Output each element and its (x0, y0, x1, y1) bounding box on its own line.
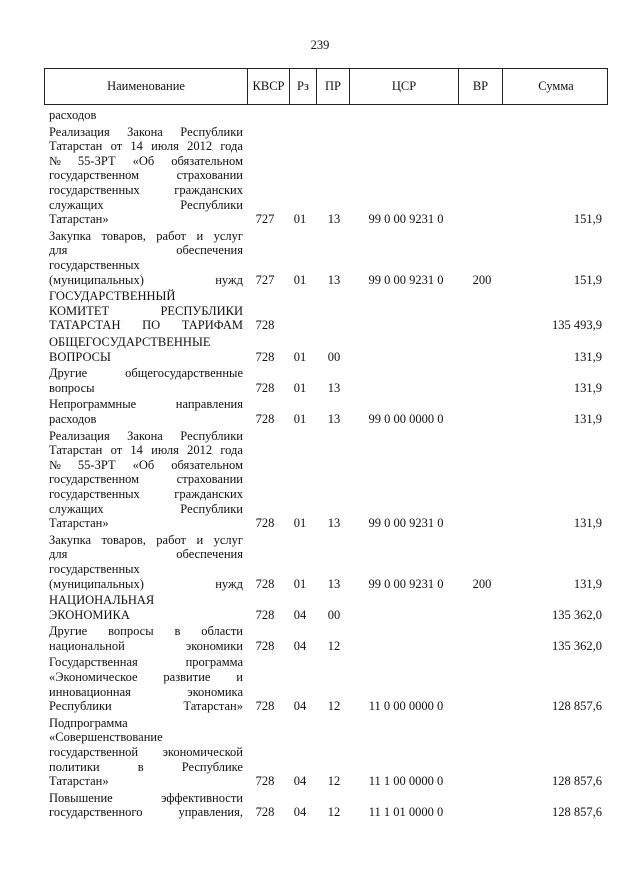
header-pr: ПР (317, 69, 350, 104)
row-name-line: (муниципальных) нужд (49, 576, 243, 591)
cell-rz: 04 (293, 774, 307, 789)
cell-pr: 13 (327, 576, 341, 591)
row-name-line: Закупка товаров, работ и услуг (49, 228, 243, 243)
row-name (49, 335, 243, 364)
row-name-line: национальной экономики (49, 638, 243, 653)
cell-pr: 00 (327, 607, 341, 622)
cell-pr: 12 (327, 638, 341, 653)
cell-rz: 01 (293, 272, 307, 287)
cell-sum: 128 857,6 (552, 774, 602, 789)
row-name (49, 593, 243, 622)
cell-rz: 01 (293, 516, 307, 531)
page-number: 239 (310, 38, 330, 52)
row-name-line: расходов (49, 411, 97, 426)
row-name (49, 229, 243, 287)
row-name-line: ЭКОНОМИКА (49, 607, 130, 622)
cell-pr: 12 (327, 699, 341, 714)
row-name-line: «Совершенствование (49, 730, 163, 745)
table-row (0, 229, 640, 287)
cell-sum: 135 362,0 (552, 607, 602, 622)
cell-pr: 00 (327, 349, 341, 364)
cell-sum: 131,9 (573, 576, 602, 591)
row-name-line: государственном страховании (49, 168, 243, 183)
row-name-line: Татарстан» (49, 212, 109, 227)
row-name (49, 397, 243, 426)
cell-csr: 99 0 00 9231 0 (368, 212, 444, 227)
cell-rz: 01 (293, 380, 307, 395)
cell-sum: 151,9 (573, 212, 602, 227)
cell-sum: 128 857,6 (552, 699, 602, 714)
cell-rz: 01 (293, 212, 307, 227)
cell-sum: 128 857,6 (552, 805, 602, 820)
cell-sum: 131,9 (573, 349, 602, 364)
row-name-line: Татарстан» (49, 516, 109, 531)
row-name (49, 289, 243, 333)
row-name (49, 655, 243, 713)
header-rz: Рз (290, 69, 317, 104)
cell-kvsr: 728 (255, 805, 275, 820)
row-name-line: Подпрограмма (49, 715, 128, 730)
row-name-line: Татарстан от 14 июля 2012 года (49, 443, 243, 458)
row-name (49, 716, 243, 789)
cell-kvsr: 728 (255, 516, 275, 531)
row-name-line: Государственная программа (49, 655, 243, 670)
cell-csr: 11 1 00 0000 0 (368, 774, 444, 789)
row-name-line: вопросы (49, 380, 95, 395)
row-name-line: для обеспечения (49, 243, 243, 258)
table-row (0, 593, 640, 622)
row-name-line: Республики Татарстан» (49, 699, 243, 714)
cell-csr: 11 0 00 0000 0 (368, 699, 444, 714)
cell-kvsr: 728 (255, 576, 275, 591)
cell-pr: 12 (327, 805, 341, 820)
table-row (0, 397, 640, 426)
row-name-line: ВОПРОСЫ (49, 349, 111, 364)
cell-csr: 99 0 00 9231 0 (368, 516, 444, 531)
cell-pr: 13 (327, 212, 341, 227)
cell-pr: 12 (327, 774, 341, 789)
row-name-line: «Экономическое развитие и (49, 670, 243, 685)
row-name-line: государственном страховании (49, 472, 243, 487)
row-name-line: ТАТАРСТАН ПО ТАРИФАМ (49, 318, 243, 333)
cell-kvsr: 728 (255, 411, 275, 426)
row-name-line: ОБЩЕГОСУДАРСТВЕННЫЕ (49, 334, 211, 349)
table-header (44, 68, 608, 105)
row-name-line: политики в Республике (49, 759, 243, 774)
cell-sum: 151,9 (573, 272, 602, 287)
cell-rz: 01 (293, 349, 307, 364)
cell-rz: 04 (293, 607, 307, 622)
table-row (0, 791, 640, 820)
cell-kvsr: 728 (255, 318, 275, 333)
header-kvsr: КВСР (248, 69, 290, 104)
cell-csr: 99 0 00 0000 0 (368, 411, 444, 426)
row-name (49, 108, 243, 123)
row-name-line: Реализация Закона Республики (49, 428, 243, 443)
row-name-line: служащих Республики (49, 501, 243, 516)
cell-rz: 04 (293, 699, 307, 714)
row-name-line: Реализация Закона Республики (49, 124, 243, 139)
row-name-line: расходов (49, 108, 97, 122)
table-row (0, 335, 640, 364)
cell-sum: 135 493,9 (552, 318, 602, 333)
row-name-line: Другие общегосударственные (49, 366, 243, 381)
table-row (0, 429, 640, 531)
row-name-line: № 55-ЗРТ «Об обязательном (49, 153, 243, 168)
cell-kvsr: 728 (255, 699, 275, 714)
cell-pr: 13 (327, 272, 341, 287)
cell-sum: 135 362,0 (552, 638, 602, 653)
row-name (49, 366, 243, 395)
cell-sum: 131,9 (573, 516, 602, 531)
table-row (0, 533, 640, 591)
row-name-line: государственной экономической (49, 745, 243, 760)
cell-kvsr: 728 (255, 349, 275, 364)
row-name-line: Татарстан» (49, 774, 109, 789)
cell-kvsr: 727 (255, 212, 275, 227)
cell-rz: 04 (293, 805, 307, 820)
row-name-line: государственных (49, 561, 140, 576)
cell-rz: 01 (293, 576, 307, 591)
header-vr: ВР (459, 69, 503, 104)
row-name-line: служащих Республики (49, 197, 243, 212)
table-row (0, 624, 640, 653)
table-row (0, 366, 640, 395)
row-name (49, 429, 243, 531)
cell-csr: 99 0 00 9231 0 (368, 576, 444, 591)
row-name-line: ГОСУДАРСТВЕННЫЙ (49, 289, 176, 304)
row-name-line: КОМИТЕТ РЕСПУБЛИКИ (49, 303, 243, 318)
cell-sum: 131,9 (573, 380, 602, 395)
row-name (49, 791, 243, 820)
header-sum: Сумма (538, 79, 574, 93)
row-name-line: государственных гражданских (49, 182, 243, 197)
row-name-line: Другие вопросы в области (49, 624, 243, 639)
row-name-line: Непрограммные направления (49, 397, 243, 412)
row-name-line: № 55-ЗРТ «Об обязательном (49, 457, 243, 472)
row-name-line: Закупка товаров, работ и услуг (49, 532, 243, 547)
cell-vr: 200 (472, 272, 492, 287)
cell-pr: 13 (327, 516, 341, 531)
cell-pr: 13 (327, 411, 341, 426)
cell-vr: 200 (472, 576, 492, 591)
row-name-line: государственных (49, 257, 140, 272)
row-name-line: Татарстан от 14 июля 2012 года (49, 139, 243, 154)
row-name-line: НАЦИОНАЛЬНАЯ (49, 593, 155, 608)
header-csr: ЦСР (350, 69, 459, 104)
cell-kvsr: 728 (255, 638, 275, 653)
table-row (0, 289, 640, 333)
table-row (0, 655, 640, 713)
cell-kvsr: 727 (255, 272, 275, 287)
row-name-line: инновационная экономика (49, 684, 243, 699)
cell-rz: 04 (293, 638, 307, 653)
row-name (49, 533, 243, 591)
row-name (49, 125, 243, 227)
cell-kvsr: 728 (255, 607, 275, 622)
table-body (0, 108, 640, 822)
row-name-line: государственных гражданских (49, 486, 243, 501)
row-name-line: Повышение эффективности (49, 790, 243, 805)
cell-kvsr: 728 (255, 774, 275, 789)
row-name-line: государственного управления, (49, 805, 243, 820)
cell-rz: 01 (293, 411, 307, 426)
table-row (0, 125, 640, 227)
cell-csr: 99 0 00 9231 0 (368, 272, 444, 287)
row-name-line: (муниципальных) нужд (49, 272, 243, 287)
table-row (0, 108, 640, 123)
table-row (0, 716, 640, 789)
row-name-line: для обеспечения (49, 547, 243, 562)
header-name: Наименование (45, 69, 248, 104)
cell-pr: 13 (327, 380, 341, 395)
cell-csr: 11 1 01 0000 0 (368, 805, 444, 820)
cell-kvsr: 728 (255, 380, 275, 395)
row-name (49, 624, 243, 653)
cell-sum: 131,9 (573, 411, 602, 426)
